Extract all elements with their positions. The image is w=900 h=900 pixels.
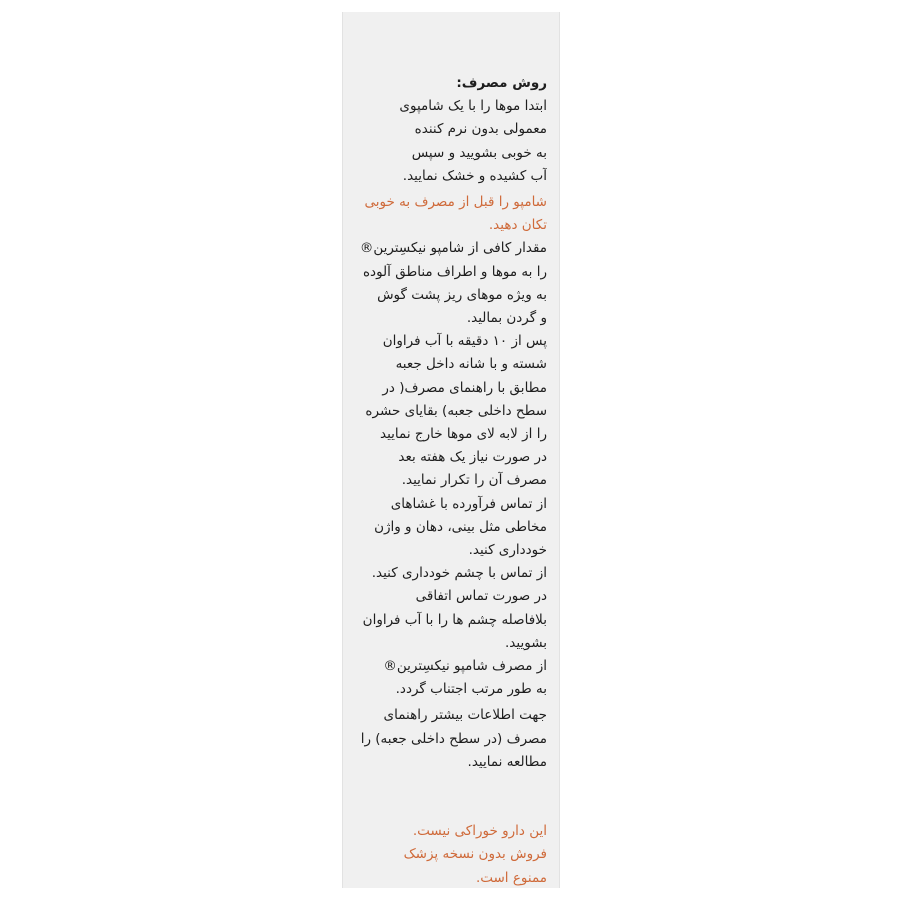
paragraph-more-info: [351, 704, 547, 774]
text-line: را به موها و اطراف مناطق آلوده: [362, 263, 547, 280]
text-line: مخاطی مثل بینی، دهان و واژن: [374, 518, 547, 535]
text-line: از مصرف شامپو نیکسِترین®: [383, 658, 547, 675]
usage-instructions: [351, 72, 547, 890]
text-line: به خوبی بشویید و سپس: [411, 144, 547, 161]
paragraph-mucosa: [351, 493, 547, 563]
text-line: در صورت تماس اتفاقی: [415, 588, 547, 605]
text-line: در صورت نیاز یک هفته بعد: [398, 449, 547, 466]
paragraph-prewash: [351, 95, 547, 188]
warning-line: ممنوع است.: [475, 869, 547, 886]
paragraph-apply: [351, 237, 547, 330]
usage-heading: روش مصرف:: [456, 75, 547, 91]
text-line: بشویید.: [505, 634, 547, 651]
paragraph-regular-use: [351, 655, 547, 701]
text-line: شسته و با شانه داخل جعبه: [395, 356, 547, 373]
warning-line: فروش بدون نسخه پزشک: [403, 846, 547, 863]
text-line: را از لابه لای موها خارج نمایید: [380, 426, 547, 443]
warning-line: این دارو خوراکی نیست.: [412, 823, 547, 840]
warning-line: تکان دهید.: [488, 217, 547, 234]
text-line: مصرف (در سطح داخلی جعبه) را: [360, 730, 547, 747]
shake-warning: [351, 191, 547, 237]
text-line: مطابق با راهنمای مصرف( در: [382, 379, 547, 396]
text-line: به طور مرتب اجتناب گردد.: [395, 681, 547, 698]
paragraph-rinse: [351, 330, 547, 492]
text-line: جهت اطلاعات بیشتر راهنمای: [383, 707, 547, 724]
text-line: مطالعه نمایید.: [467, 753, 547, 770]
warning-line: شامپو را قبل از مصرف به خوبی: [364, 194, 547, 211]
text-line: خودداری کنید.: [468, 542, 547, 559]
text-line: از تماس با چشم خودداری کنید.: [371, 565, 547, 582]
prescription-warning: [351, 820, 547, 890]
text-line: معمولی بدون نرم کننده: [414, 121, 547, 138]
paragraph-eyes: [351, 562, 547, 655]
text-line: و گردن بمالید.: [466, 310, 547, 327]
text-line: مقدار کافی از شامپو نیکسِترین®: [359, 240, 547, 257]
text-line: از تماس فرآورده با غشاهای: [390, 495, 547, 512]
instructions-panel: [342, 12, 560, 888]
text-line: سطح داخلی جعبه) بقایای حشره: [365, 402, 547, 419]
text-line: بلافاصله چشم ها را با آب فراوان: [362, 611, 547, 628]
text-line: مصرف آن را تکرار نمایید.: [401, 472, 547, 489]
text-line: به ویژه موهای ریز پشت گوش: [377, 286, 547, 303]
text-line: ابتدا موها را با یک شامپوی: [399, 98, 547, 115]
text-line: آب کشیده و خشک نمایید.: [402, 167, 547, 184]
text-line: پس از ۱۰ دقیقه با آب فراوان: [382, 333, 547, 350]
